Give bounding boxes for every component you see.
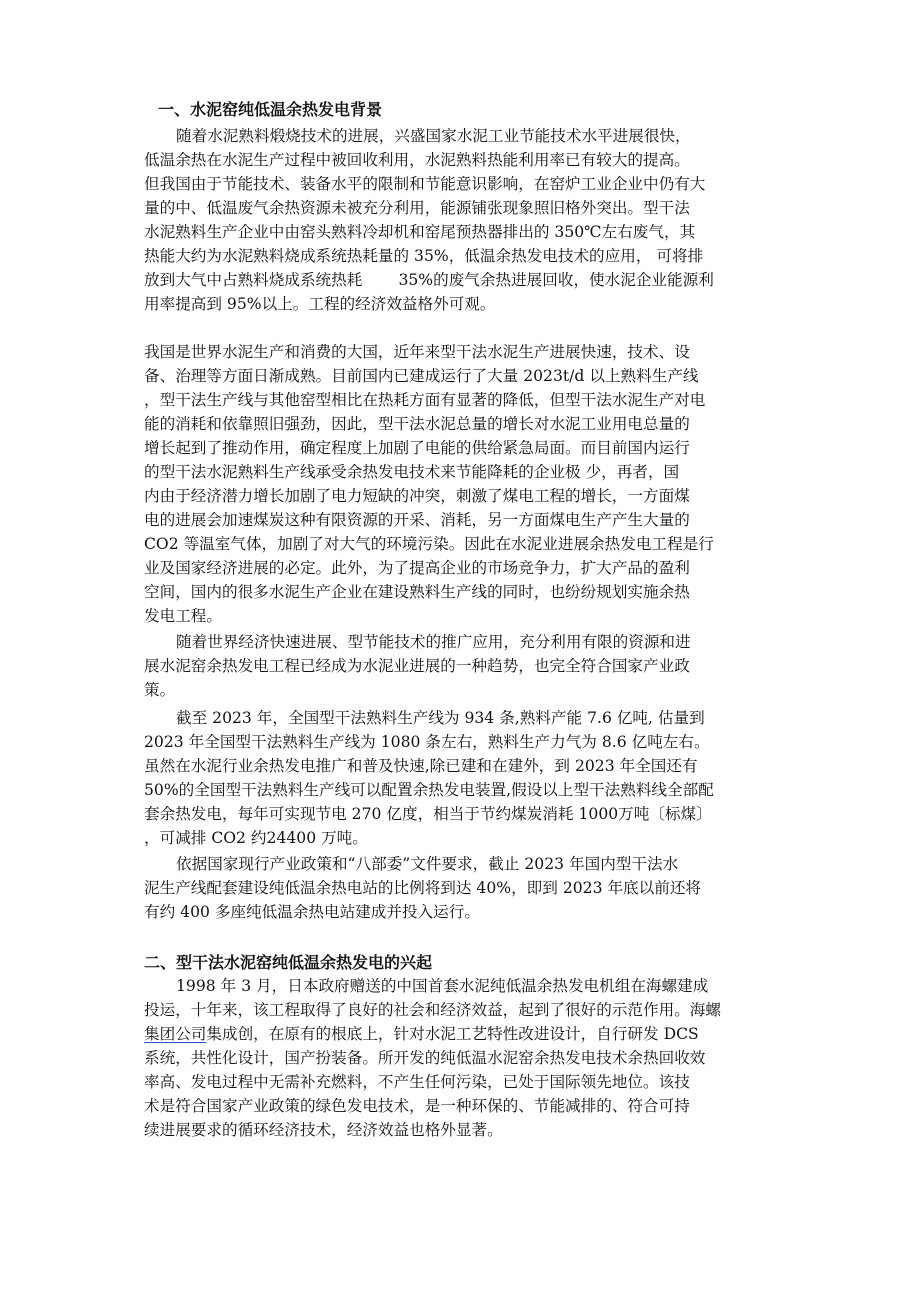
text-line: 50%的全国型干法熟料生产线可以配置余热发电装置,假设以上型干法熟料线全部配 [144,781,714,799]
text-line: 投运，十年来，该工程取得了良好的社会和经济效益，起到了很好的示范作用。海螺 [144,1001,721,1019]
text-line: 术是符合国家产业政策的绿色发电技术，是一种环保的、节能减排的、符合可持 [144,1097,690,1115]
text-line: 但我国由于节能技术、装备水平的限制和节能意识影响，在窑炉工业企业中仍有大 [144,175,706,193]
text-line: 套余热发电，每年可实现节电 270 亿度，相当于节约煤炭消耗 1000万吨〔标煤〕 [144,805,712,823]
text-line: 量的中、低温废气余热资源未被充分利用，能源铺张现象照旧格外突出。型干法 [144,199,690,217]
text-line: 随着水泥熟料煅烧技术的进展，兴盛国家水泥工业节能技术水平进展很快， [176,127,691,145]
text-line: 随着世界经济快速进展、型节能技术的推广应用，充分利用有限的资源和进 [176,633,691,651]
text-line [144,1024,699,1044]
text-line: 虽然在水泥行业余热发电推广和普及快速,除已建和在建外，到 2023 年全国还有 [144,757,698,775]
text-line: 业及国家经济进展的必定。此外，为了提高企业的市场竞争力，扩大产品的盈利 [144,559,690,577]
text-line: 有约 400 多座纯低温余热电站建成并投入运行。 [144,903,480,921]
text-line: 空间，国内的很多水泥生产企业在建设熟料生产线的同时，也纷纷规划实施余热 [144,583,690,601]
text-line: CO2 等温室气体，加剧了对大气的环境污染。因此在水泥业进展余热发电工程是行 [144,535,714,553]
text-line: 低温余热在水泥生产过程中被回收利用，水泥熟料热能利用率已有较大的提高。 [144,151,690,169]
text-line: 我国是世界水泥生产和消费的大国，近年来型干法水泥生产进展快速，技术、设 [144,343,690,361]
text-line: 依据国家现行产业政策和“八部委”文件要求，截止 2023 年国内型干法水 [176,855,679,873]
text-line: 水泥熟料生产企业中由窑头熟料冷却机和窑尾预热器排出的 350℃左右废气，其 [144,223,696,241]
text-line: 系统，共性化设计，国产扮装备。所开发的纯低温水泥窑余热发电技术余热回收效 [144,1049,706,1067]
text-line: 2023 年全国型干法熟料生产线为 1080 条左右，熟料生产力气为 8.6 亿吨左右。 [144,733,710,751]
text-line: 能的消耗和依靠照旧强劲，因此，型干法水泥总量的增长对水泥工业用电总量的 [144,415,690,433]
text-line: 电的进展会加速煤炭这种有限资源的开采、消耗，另一方面煤电生产产生大量的 [144,511,690,529]
text-line: ，可减排 CO2 约24400 万吨。 [144,829,368,847]
text-line: 续进展要求的循环经济技术，经济效益也格外显著。 [144,1121,503,1139]
text-line: 截至 2023 年，全国型干法熟料生产线为 934 条,熟料产能 7.6 亿吨, 估量到 [176,709,705,727]
text-line: 泥生产线配套建设纯低温余热电站的比例将到达 40%，即到 2023 年底以前还将 [144,879,702,897]
text-line: 热能大约为水泥熟料烧成系统热耗量的 35%，低温余热发电技术的应用， 可将排 [144,247,704,265]
text-line: 备、治理等方面日渐成熟。目前国内已建成运行了大量 2023t/d 以上熟料生产线 [144,367,699,385]
text-line: 用率提高到 95%以上。工程的经济效益格外可观。 [144,295,496,313]
text-line: 内由于经济潜力增长加剧了电力短缺的冲突，刺激了煤电工程的增长，一方面煤 [144,487,690,505]
group-company-link[interactable]: 集团公司 [144,1025,207,1043]
text-line: 1998 年 3 月，日本政府赠送的中国首套水泥纯低温余热发电机组在海螺建成 [176,977,709,995]
text-line: 的型干法水泥熟料生产线承受余热发电技术来节能降耗的企业极 少，再者，国 [144,463,680,481]
text-line: 增长起到了推动作用，确定程度上加剧了电能的供给紧急局面。而目前国内运行 [144,439,690,457]
text-line: 率高、发电过程中无需补充燃料，不产生任何污染，已处于国际领先地位。该技 [144,1073,690,1091]
section-2-heading: 二、型干法水泥窑纯低温余热发电的兴起 [144,953,433,972]
section-1-heading: 一、水泥窑纯低温余热发电背景 [158,100,383,119]
text-line-rest: 集成创，在原有的根底上，针对水泥工艺特性改进设计，自行研发 DCS [206,1025,699,1043]
text-line: 策。 [144,681,176,699]
text-line: 展水泥窑余热发电工程已经成为水泥业进展的一种趋势，也完全符合国家产业政 [144,657,690,675]
text-line: 发电工程。 [144,607,222,625]
text-line: 放到大气中占熟料烧成系统热耗 35%的废气余热进展回收，使水泥企业能源利 [144,271,714,289]
text-line: ，型干法生产线与其他窑型相比在热耗方面有显著的降低，但型干法水泥生产对电 [144,391,706,409]
